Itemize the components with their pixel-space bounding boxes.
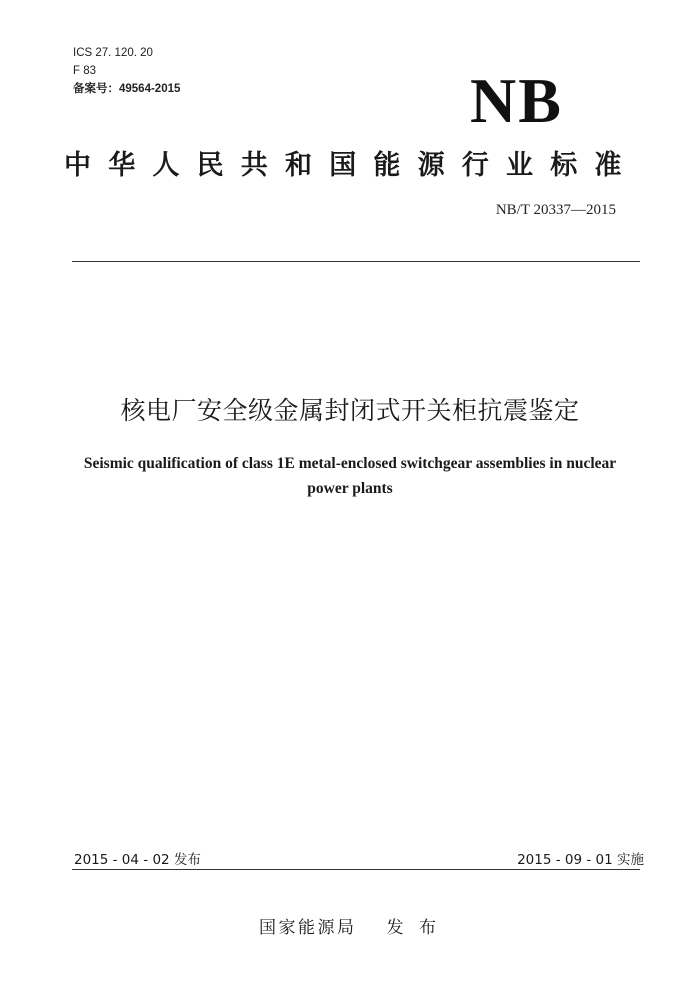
record-number: 备案号：49564-2015 (73, 83, 181, 95)
bottom-divider (72, 869, 640, 870)
english-title-line-1: Seismic qualification of class 1E metal-enclosed switchgear assemblies in nuclear (83, 455, 617, 472)
publisher-organization: 国家能源局 (259, 918, 357, 938)
publisher-line (0, 913, 700, 938)
document-title-chinese: 核电厂安全级金属封闭式开关柜抗震鉴定 (120, 396, 580, 425)
issue-date: 2015 - 04 - 02 发布 (74, 852, 201, 868)
implementation-date: 2015 - 09 - 01 实施 (517, 852, 644, 868)
nb-logo: NB (470, 65, 563, 136)
top-divider (72, 261, 640, 262)
standard-title: 中华人民共和国能源行业标准 (64, 150, 639, 181)
publish-label: 发 布 (386, 918, 441, 938)
ics-code: ICS 27. 120. 20 (73, 47, 153, 59)
english-title-line-2: power plants (307, 480, 393, 497)
standard-number: NB/T 20337—2015 (495, 202, 616, 218)
category-code: F 83 (73, 65, 97, 77)
classification-block (73, 44, 180, 98)
document-title-english (40, 451, 660, 501)
